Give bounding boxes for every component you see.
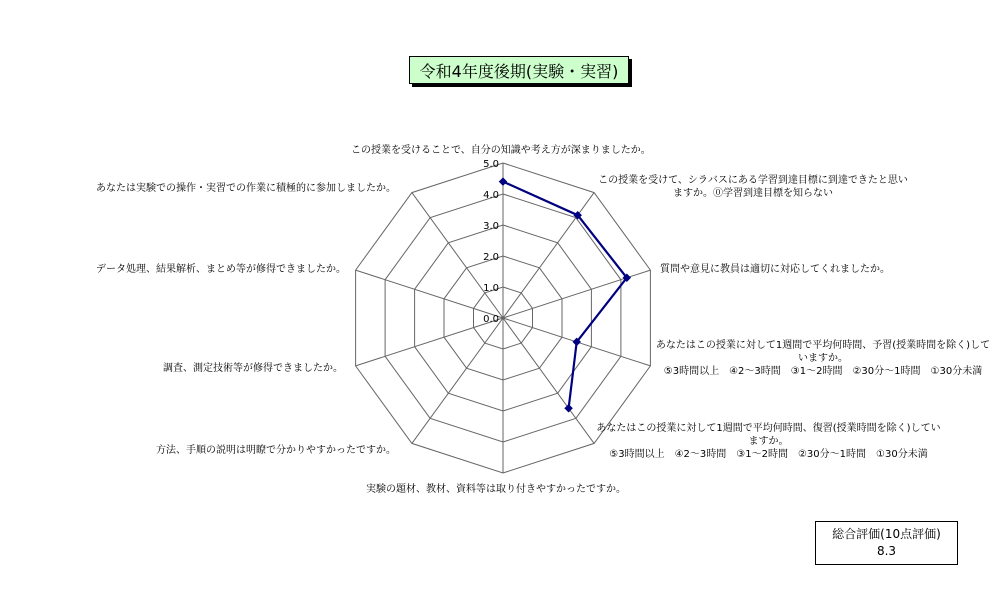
tick-label-5: 5.0 (483, 159, 499, 170)
chart-title: 令和4年度後期(実験・実習) (409, 56, 629, 84)
grid-spoke-2 (503, 193, 594, 318)
grid-spoke-8 (356, 318, 503, 366)
axis-label-q3: 質問や意見に教員は適切に対応してくれましたか。 (660, 264, 890, 275)
grid-spoke-9 (356, 270, 503, 318)
axis-label-q4-text: あなたはこの授業に対して1週間で平均何時間、予習(授業時間を除く)していますか。 (655, 340, 991, 364)
axis-label-q5-text: あなたはこの授業に対して1週間で平均何時間、復習(授業時間を除く)していますか。 (596, 423, 941, 447)
overall-score-label: 総合評価(10点評価) (832, 527, 941, 541)
data-point-q5 (564, 404, 572, 412)
axis-label-q9: データ処理、結果解析、まとめ等が修得できましたか。 (96, 264, 346, 275)
grid-spoke-7 (412, 318, 503, 443)
overall-score-value: 8.3 (876, 544, 897, 558)
tick-label-3: 3.0 (483, 221, 499, 232)
axis-label-q5 (596, 422, 941, 461)
axis-label-q1: この授業を受けることで、自分の知識や考え方が深まりましたか。 (351, 145, 651, 156)
data-point-q1 (499, 177, 507, 185)
radial-tick-labels (483, 159, 499, 325)
axis-label-q6: 実験の題材、教材、資料等は取り付きやすかったですか。 (366, 484, 626, 495)
axis-label-q7: 方法、手順の説明は明瞭で分かりやすかったですか。 (156, 445, 396, 456)
axis-label-q4-options: ⑤3時間以上 ④2～3時間 ③1～2時間 ②30分～1時間 ①30分未満 (663, 366, 983, 377)
tick-label-2: 2.0 (483, 252, 499, 263)
axis-label-q4 (653, 339, 993, 378)
tick-label-4: 4.0 (483, 190, 499, 201)
axis-label-q2: この授業を受けて、シラバスにある学習到達目標に到達できたと思いますか。⓪学習到達目標を知らない (598, 175, 908, 199)
overall-score-box (815, 521, 958, 565)
axis-label-q5-options: ⑤3時間以上 ④2～3時間 ③1～2時間 ②30分～1時間 ①30分未満 (609, 449, 928, 460)
axis-label-q8: 調査、測定技術等が修得できましたか。 (163, 363, 343, 374)
tick-label-1: 1.0 (483, 283, 499, 294)
radar-series (499, 177, 631, 412)
axis-label-q10: あなたは実験での操作・実習での作業に積極的に参加しましたか。 (96, 183, 396, 194)
tick-label-0: 0.0 (483, 314, 499, 325)
